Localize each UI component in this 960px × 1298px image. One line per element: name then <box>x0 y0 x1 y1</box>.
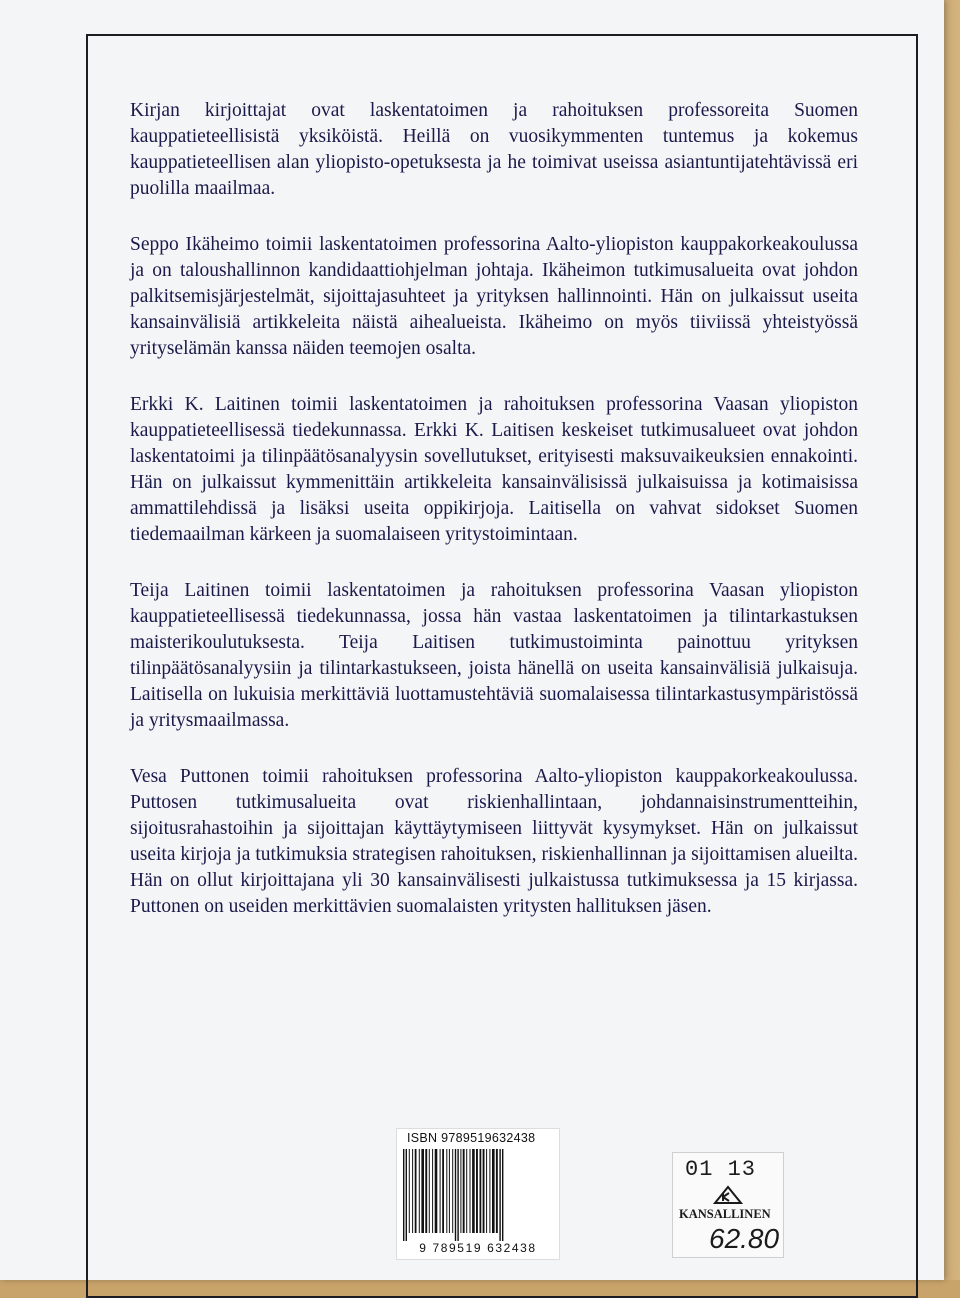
barcode-bar <box>460 1149 461 1233</box>
paragraph-intro: Kirjan kirjoittajat ovat laskentatoimen ja rahoituksen professoreita Suomen kauppatieteellisistä yksiköistä. Heillä on vuosikymmenten tuntemus ja kokemus kauppatieteellisen alan yliopisto-opetuksesta ja he toimivat useissa asiantuntijatehtävissä eri puolilla maailmaa. <box>130 100 858 199</box>
sticker-store-name: KANSALLINEN <box>679 1207 771 1221</box>
paragraph-author-puttonen: Vesa Puttonen toimii rahoituksen professorina Aalto-yliopiston kauppakorkeakoulussa. Puttosen tutkimusalueita ovat riskienhallintaan, johdannaisinstrumentteihin, sijoitusrahastoihin ja sijoittajan käyttäytymiseen liittyvät kysymykset. Hän on julkaissut useita kirjoja ja tutkimuksia strategisen rahoituksen, riskienhallinnan ja sijoittamisen alueilta. Hän on ollut kirjoittajana yli 30 kansainvälisesti julkaistussa tutkimuksessa ja 15 kirjassa. Puttonen on useiden merkittävien suomalaisten yritysten hallituksen jäsen. <box>130 766 858 917</box>
barcode-bar <box>455 1149 456 1241</box>
paragraph-author-teija-laitinen: Teija Laitinen toimii laskentatoimen ja rahoituksen professorina Vaasan yliopiston kauppatieteellisessä tiedekunnassa, jossa hän vastaa laskentatoimen ja tilintarkastuksen maisterikoulutuksesta. Teija Laitisen tutkimustoiminta painottuu yrityksen tilinpäätösanalyysiin ja tilintarkastukseen, joista hänellä on useita kansainvälisiä julkaisuja. Laitisella on lukuisia merkittäviä luottamustehtäviä suomalaisessa tilintarkastusympäristössä ja yritysmaailmassa. <box>130 580 858 731</box>
cover-text-block <box>130 98 858 950</box>
barcode-bar <box>421 1149 424 1233</box>
barcode-bar <box>470 1149 471 1233</box>
barcode-bar <box>415 1149 417 1233</box>
barcode-bar <box>472 1149 475 1233</box>
barcode-bar <box>452 1149 453 1233</box>
barcode-bar <box>403 1149 404 1241</box>
barcode-bar <box>440 1149 441 1233</box>
isbn-label: ISBN 9789519632438 <box>407 1131 536 1145</box>
barcode-bar <box>499 1149 500 1241</box>
barcode-bar <box>489 1149 490 1233</box>
barcode-bar <box>486 1149 487 1233</box>
paragraph-author-ikaheimo: Seppo Ikäheimo toimii laskentatoimen professorina Aalto-yliopiston kauppakorkeakoulussa ja on taloushallinnon kandidaattiohjelman johtaja. Ikäheimon tutkimusalueita ovat johdon palkitsemisjärjestelmät, sijoittajasuhteet ja yrityksen hallinnointi. Hän on julkaissut useita kansainvälisiä artikkeleita näistä aihealueista. Ikäheimo on myös tiiviissä yhteistyössä yrityselämän kanssa näiden teemojen osalta. <box>130 234 858 359</box>
barcode-bar <box>476 1149 478 1233</box>
barcode-bar <box>435 1149 438 1233</box>
barcode-bar <box>446 1149 447 1233</box>
barcode-bar <box>496 1149 498 1233</box>
barcode-bar <box>425 1149 427 1233</box>
isbn-barcode-block <box>396 1128 560 1260</box>
paragraph-author-erkki-laitinen: Erkki K. Laitinen toimii laskentatoimen ja rahoituksen professorina Vaasan yliopiston kauppatieteellisessä tiedekunnassa. Erkki K. Laitisen keskeiset tutkimusalueet ovat johdon laskentatoimi ja tilinpäätösanalyysin sovellutukset, erityisesti maksuvaikeuksien ennakointi. Hän on julkaissut kymmenittäin artikkeleita kansainvälisissä julkaisuissa ja kotimaisissa ammattilehdissä ja lisäksi useita oppikirjoja. Laitisella on vahvat sidokset Suomen tiedemaailman kärkeen ja suomalaiseen yritystoimintaan. <box>130 394 858 545</box>
barcode-bar <box>406 1149 407 1241</box>
barcode-icon <box>401 1149 555 1241</box>
barcode-bar <box>502 1149 503 1241</box>
barcode-bar <box>409 1149 410 1233</box>
barcode-bar <box>432 1149 433 1233</box>
kansallinen-logo-icon <box>713 1185 743 1205</box>
barcode-bar <box>412 1149 413 1233</box>
barcode-bar <box>483 1149 485 1233</box>
barcode-bar <box>442 1149 444 1233</box>
barcode-bar <box>457 1149 458 1241</box>
barcode-bar <box>449 1149 450 1233</box>
barcode-bar <box>463 1149 465 1233</box>
barcode-digits: 9 789519 632438 <box>419 1241 537 1255</box>
price-sticker <box>672 1152 784 1258</box>
barcode-bar <box>419 1149 420 1233</box>
barcode-bar <box>480 1149 482 1233</box>
sticker-code: 01 13 <box>685 1157 757 1182</box>
barcode-bar <box>492 1149 495 1233</box>
barcode-bar <box>429 1149 430 1233</box>
sticker-price: 62.80 <box>709 1223 780 1254</box>
barcode-bar <box>466 1149 467 1233</box>
